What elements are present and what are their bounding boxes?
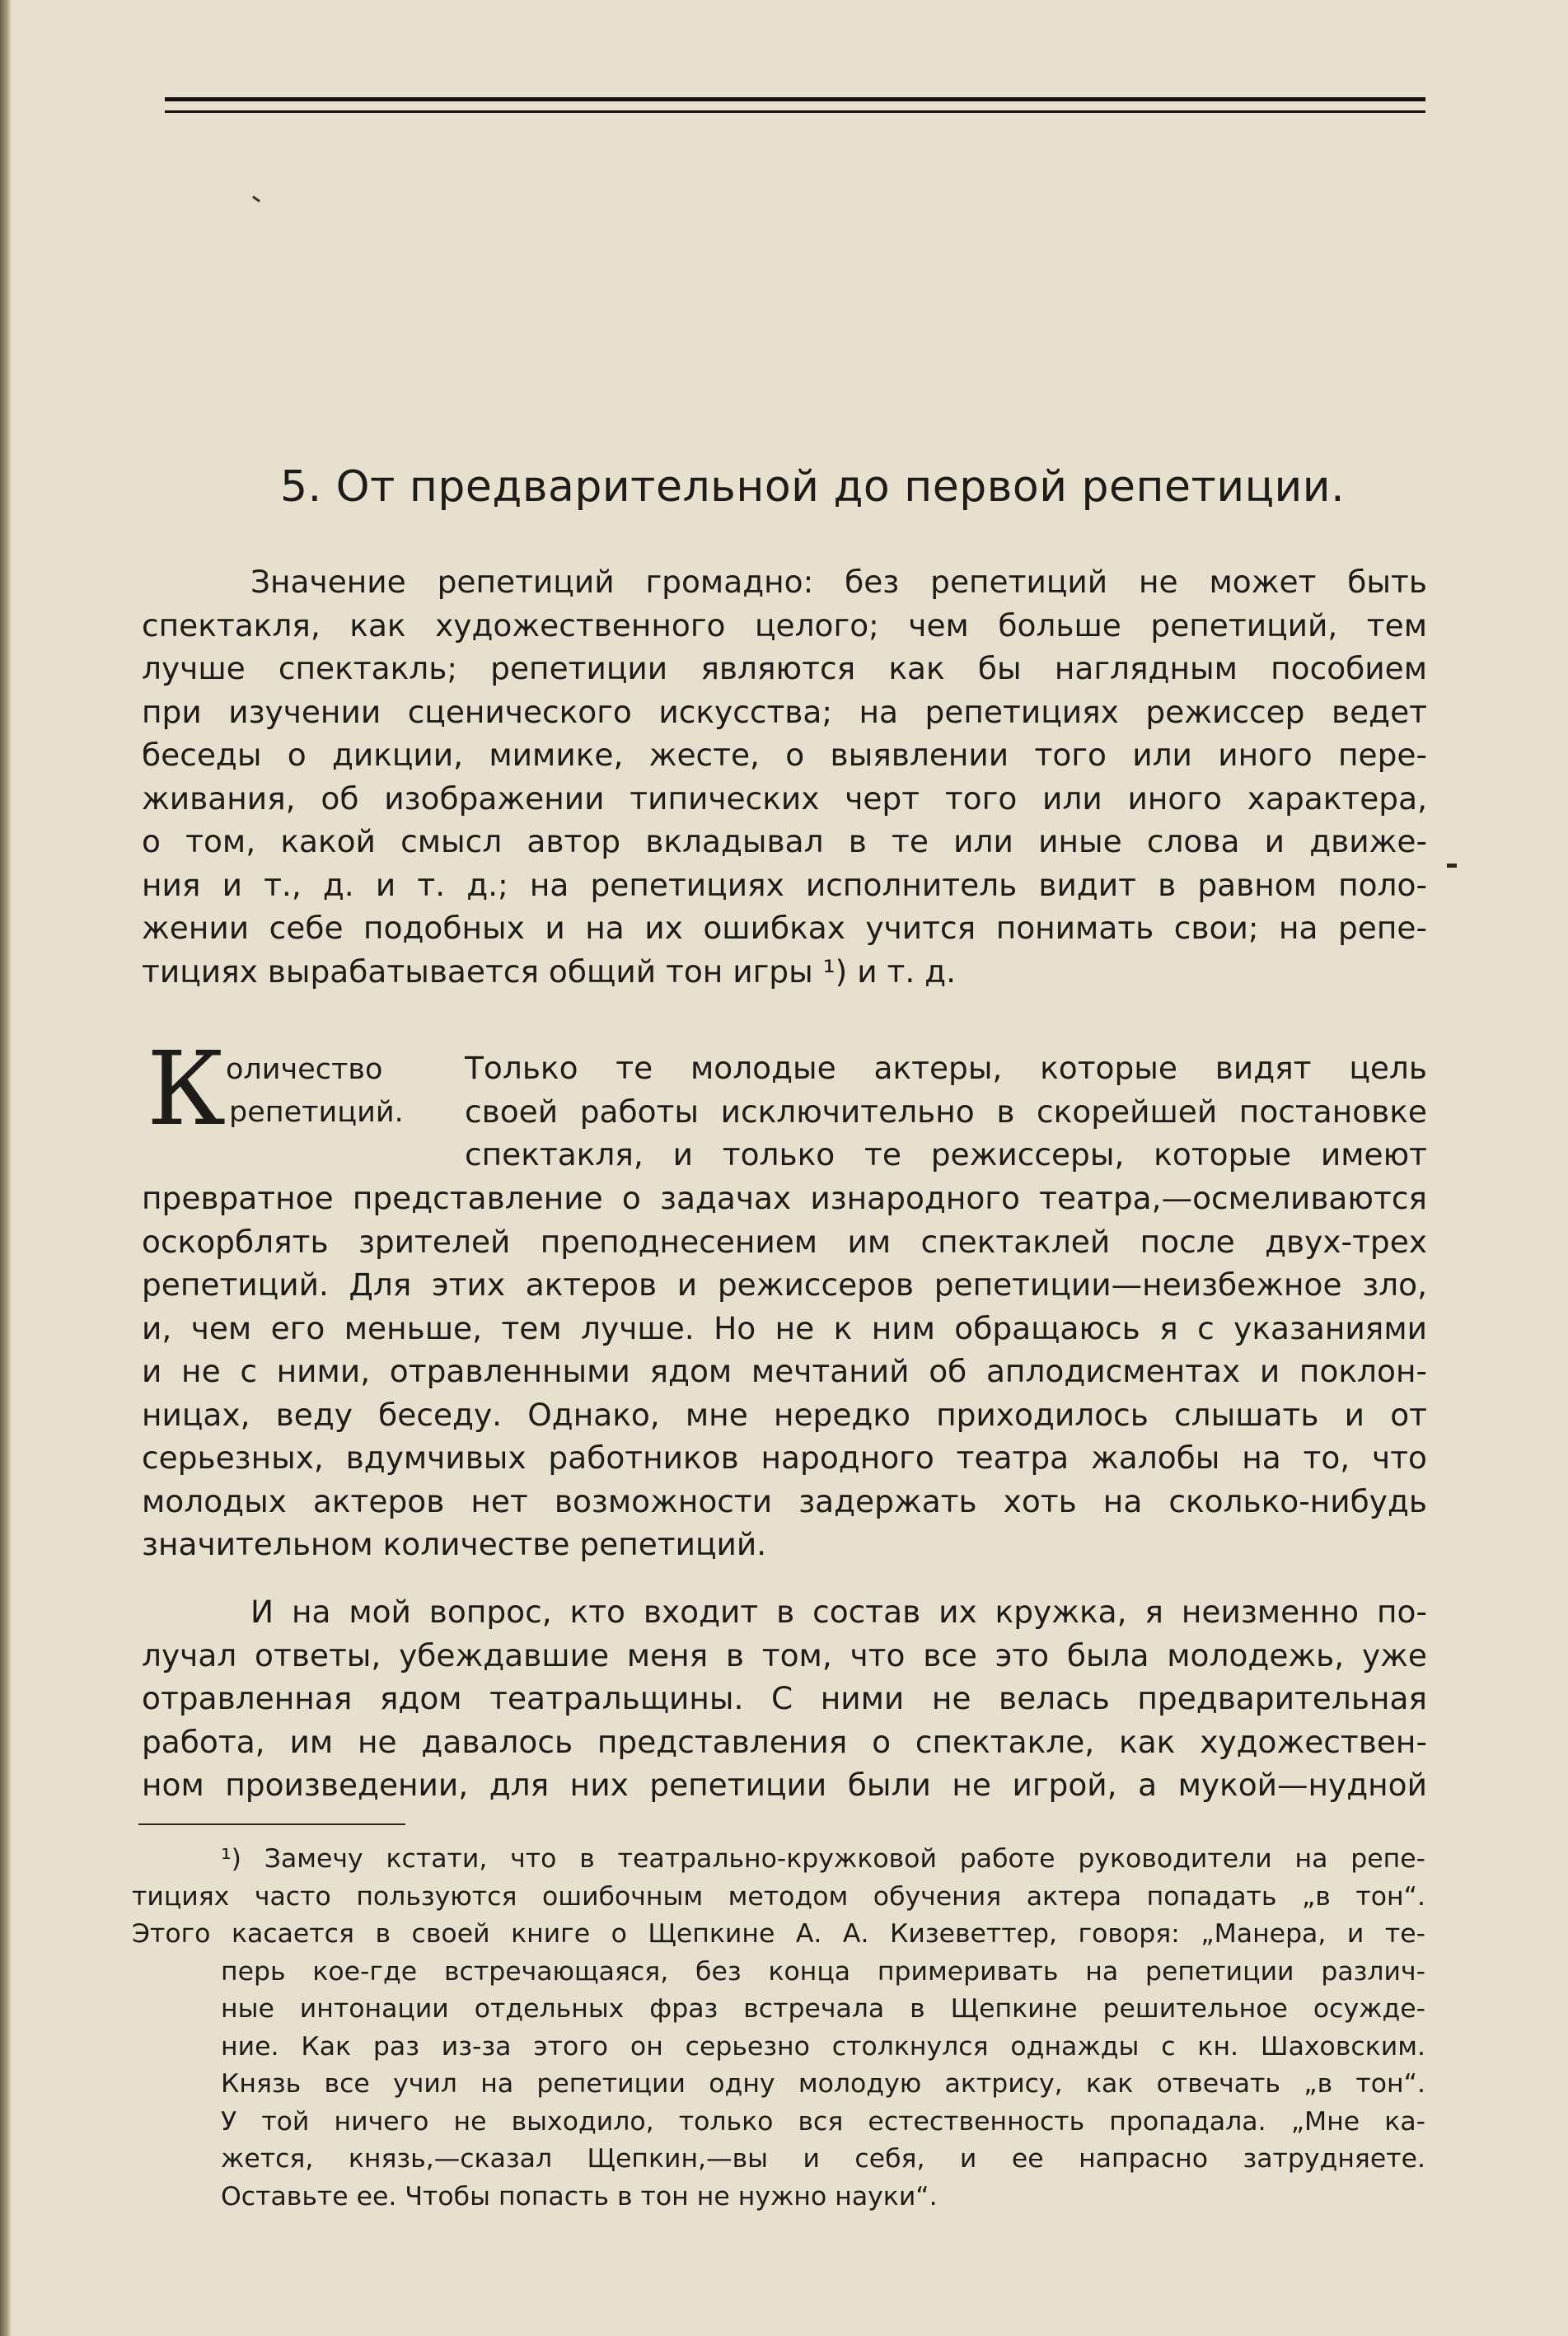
text-line: молодых актеров нет возможности задержать хоть на сколько-нибудь bbox=[142, 1482, 1427, 1519]
footnote-line: ние. Как раз из-за этого он серьезно столкнулся однажды с кн. Шаховским. bbox=[221, 2031, 1425, 2062]
third-paragraph bbox=[142, 1590, 1427, 1807]
text-line: И на мой вопрос, кто входит в состав их кружка, я неизменно по- bbox=[250, 1594, 1427, 1630]
footnote-line: Этого касается в своей книге о Щепкине А. А. Кизеветтер, говоря: „Манера, и те- bbox=[132, 1919, 1425, 1949]
text-line: тициях вырабатывается общий тон игры ¹) и т. д. bbox=[142, 953, 957, 990]
quantity-paragraph-opening bbox=[465, 1046, 1427, 1177]
text-line: оскорблять зрителей преподнесением им спектаклей после двух-трех bbox=[142, 1223, 1427, 1260]
text-line: при изучении сценического искусства; на репетициях режиссер ведет bbox=[142, 693, 1427, 730]
sidebar-heading-line: репетиций. bbox=[229, 1096, 404, 1129]
margin-mark bbox=[1447, 864, 1457, 868]
footnote-line: ные интонации отдельных фраз встречала в Щепкине решительное осужде- bbox=[221, 1994, 1425, 2024]
sidebar-heading bbox=[147, 1030, 460, 1149]
header-rule-thick bbox=[165, 97, 1425, 101]
text-line: Только те молодые актеры, которые видят цель bbox=[465, 1050, 1427, 1086]
text-line: о том, какой смысл автор вкладывал в те или иные слова и движе- bbox=[142, 823, 1427, 859]
quantity-paragraph bbox=[142, 1177, 1427, 1566]
text-line: живания, об изображении типических черт того или иного характера, bbox=[142, 779, 1427, 817]
text-line: жении себе подобных и на их ошибках учится понимать свои; на репе- bbox=[142, 910, 1427, 946]
page-binding-edge bbox=[0, 0, 12, 2336]
text-line: Значение репетиций громадно: без репетиций не может быть bbox=[250, 564, 1427, 600]
text-line: и не с ними, отравленными ядом мечтаний об аплодисментах и поклон- bbox=[142, 1353, 1427, 1389]
footnote-separator bbox=[138, 1823, 405, 1825]
text-line: отравленная ядом театральщины. С ними не велась предварительная bbox=[142, 1680, 1427, 1716]
footnote-line: жется, князь,—сказал Щепкин,—вы и себя, и ее напрасно затрудняете. bbox=[221, 2144, 1425, 2174]
text-line: ния и т., д. и т. д.; на репетициях исполнитель видит в равном поло- bbox=[142, 866, 1427, 903]
stray-mark bbox=[252, 195, 260, 202]
intro-paragraph bbox=[142, 560, 1427, 993]
drop-cap: К bbox=[147, 1030, 226, 1149]
footnote-line: У той ничего не выходило, только вся естественность пропадала. „Мне ка- bbox=[221, 2106, 1425, 2137]
text-line: и, чем его меньше, тем лучше. Но не к ним обращаюсь я с указаниями bbox=[142, 1309, 1427, 1346]
text-line: репетиций. Для этих актеров и режиссеров репетиции—неизбежное зло, bbox=[142, 1266, 1427, 1303]
text-line: работа, им не давалось представления о спектакле, как художествен- bbox=[142, 1723, 1427, 1760]
header-rule-thin bbox=[165, 110, 1425, 113]
footnote-line: Оставьте ее. Чтобы попасть в тон не нужно науки“. bbox=[221, 2181, 938, 2212]
text-line: ницах, веду беседу. Однако, мне нередко приходилось слышать и от bbox=[142, 1396, 1427, 1433]
sidebar-heading-line: оличество bbox=[226, 1053, 383, 1086]
text-line: ном произведении, для них репетиции были не игрой, а мукой—нудной bbox=[142, 1767, 1427, 1803]
text-line: лучше спектакль; репетиции являются как бы наглядным пособием bbox=[142, 650, 1427, 686]
footnote bbox=[132, 1841, 1425, 2216]
text-line: своей работы исключительно в скорейшей постановке bbox=[465, 1093, 1427, 1130]
text-line: спектакля, как художественного целого; чем больше репетиций, тем bbox=[142, 606, 1427, 644]
text-line: беседы о дикции, мимике, жесте, о выявлении того или иного пере- bbox=[142, 737, 1427, 773]
footnote-line: ¹) Замечу кстати, что в театрально-кружковой работе руководители на репе- bbox=[221, 1844, 1425, 1874]
text-line: значительном количестве репетиций. bbox=[142, 1526, 767, 1562]
text-line: спектакля, и только те режиссеры, которые имеют bbox=[465, 1136, 1427, 1173]
header-double-rule bbox=[165, 92, 1425, 120]
text-line: превратное представление о задачах изнародного театра,—осмеливаются bbox=[142, 1180, 1427, 1216]
text-line: серьезных, вдумчивых работников народного театра жалобы на то, что bbox=[142, 1440, 1427, 1476]
text-line: лучал ответы, убеждавшие меня в том, что все это была молодежь, уже bbox=[142, 1636, 1427, 1674]
footnote-line: тициях часто пользуются ошибочным методом обучения актера попадать „в тон“. bbox=[132, 1881, 1425, 1912]
footnote-line: перь кое-где встречающаяся, без конца примеривать на репетиции различ- bbox=[221, 1956, 1425, 1987]
footnote-line: Князь все учил на репетиции одну молодую актрису, как отвечать „в тон“. bbox=[221, 2069, 1425, 2099]
section-title: 5. От предварительной до первой репетиции. bbox=[280, 462, 1346, 512]
